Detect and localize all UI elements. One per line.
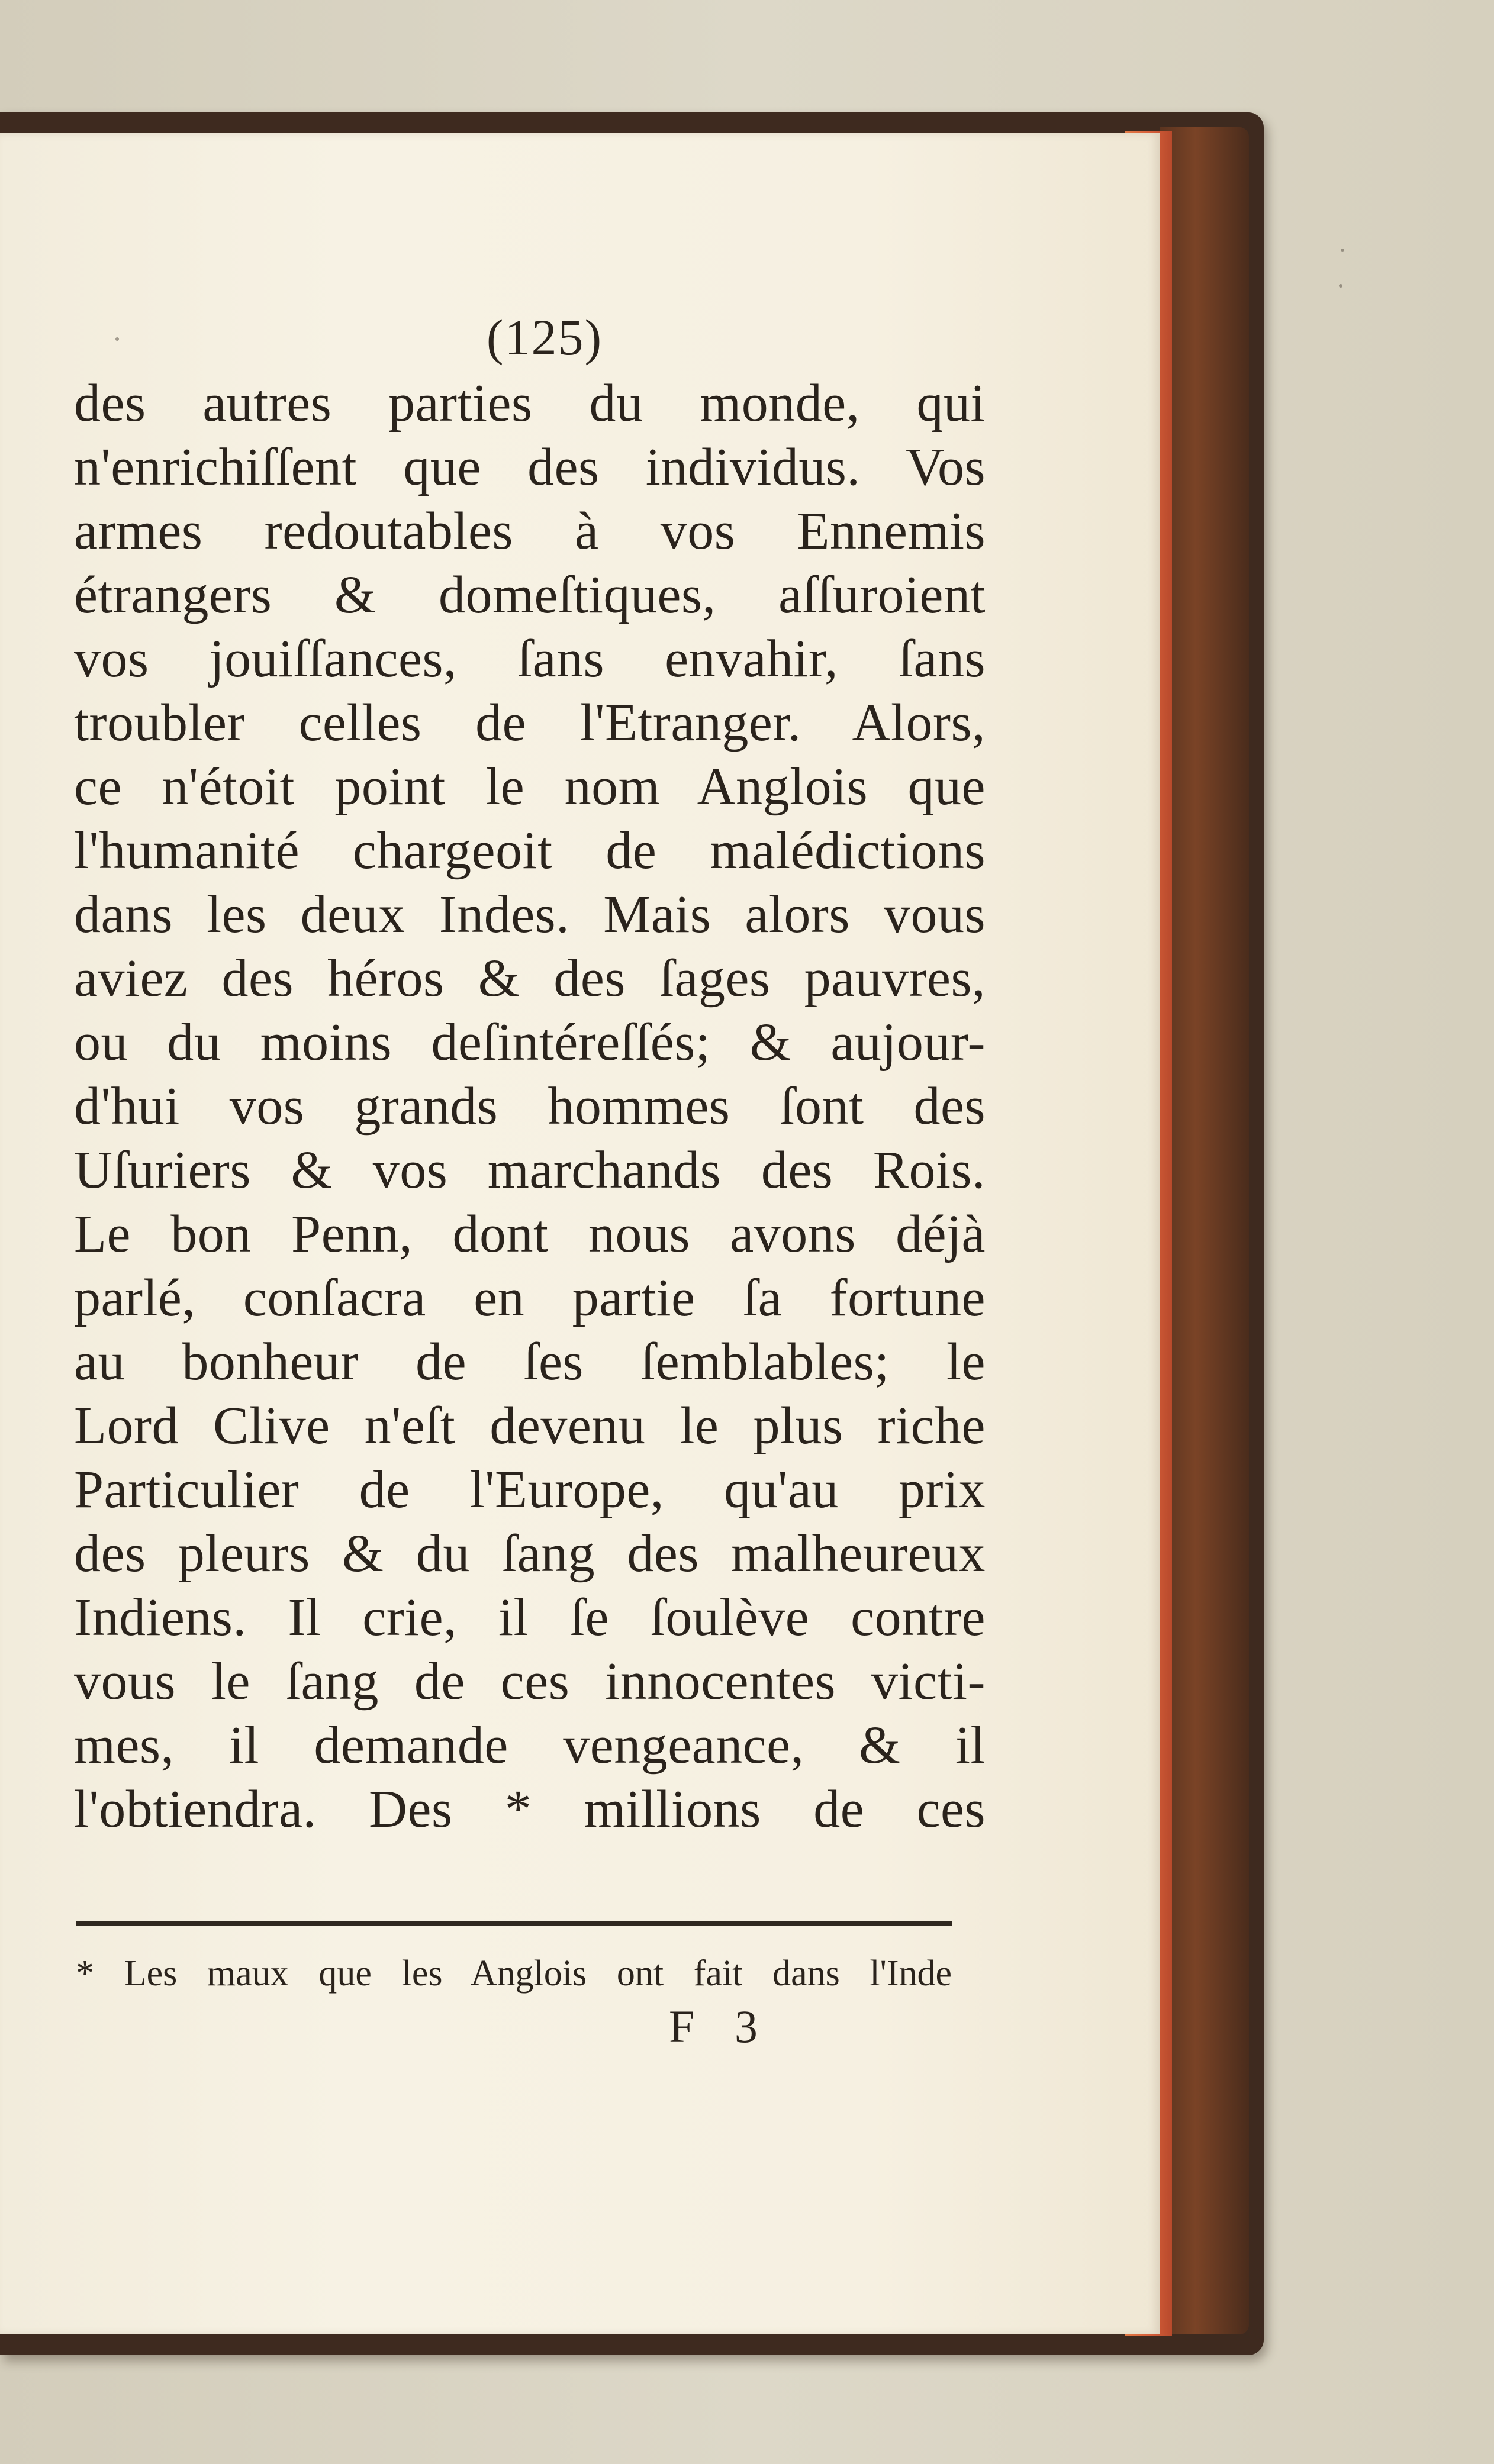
body-text	[74, 372, 986, 1841]
page-number: (125)	[486, 309, 603, 366]
text-line: dans les deux Indes. Mais alors vous	[74, 885, 986, 944]
text-line: Uſuriers & vos marchands des Rois.	[74, 1141, 986, 1199]
text-line: l'obtiendra. Des * millions de ces	[74, 1780, 986, 1839]
text-line: des autres parties du monde, qui	[74, 374, 986, 433]
text-line: au bonheur de ſes ſemblables; le	[74, 1333, 986, 1391]
text-line: vous le ſang de ces innocentes victi-	[74, 1652, 986, 1711]
signature-mark: F 3	[669, 2001, 772, 2052]
text-line: parlé, conſacra en partie ſa fortune	[74, 1269, 986, 1327]
text-line: étrangers & domeſtiques, aſſuroient	[74, 566, 986, 624]
text-line: l'humanité chargeoit de malédictions	[74, 821, 986, 880]
text-line: d'hui vos grands hommes ſont des	[74, 1077, 986, 1136]
book-spine-edge	[1160, 127, 1249, 2334]
text-line: ou du moins deſintéreſſés; & aujour-	[74, 1013, 986, 1072]
footnote: * Les maux que les Anglois ont fait dans l'Inde	[76, 1953, 952, 1994]
text-line: Lord Clive n'eſt devenu le plus riche	[74, 1397, 986, 1455]
text-line: Indiens. Il crie, il ſe ſoulève contre	[74, 1588, 986, 1647]
text-line: vos jouiſſances, ſans envahir, ſans	[74, 630, 986, 688]
text-line: mes, il demande vengeance, & il	[74, 1716, 986, 1775]
text-line: aviez des héros & des ſages pauvres,	[74, 949, 986, 1008]
dust-speck	[1339, 284, 1342, 288]
text-line: armes redoutables à vos Ennemis	[74, 502, 986, 560]
footnote-rule	[76, 1921, 952, 1926]
text-line: ce n'étoit point le nom Anglois que	[74, 757, 986, 816]
dust-speck	[115, 337, 119, 341]
text-line: troubler celles de l'Etranger. Alors,	[74, 694, 986, 752]
text-line: des pleurs & du ſang des malheureux	[74, 1524, 986, 1583]
text-line: n'enrichiſſent que des individus. Vos	[74, 438, 986, 496]
text-line: Le bon Penn, dont nous avons déjà	[74, 1205, 986, 1263]
dust-speck	[1341, 249, 1344, 252]
text-line: Particulier de l'Europe, qu'au prix	[74, 1460, 986, 1519]
